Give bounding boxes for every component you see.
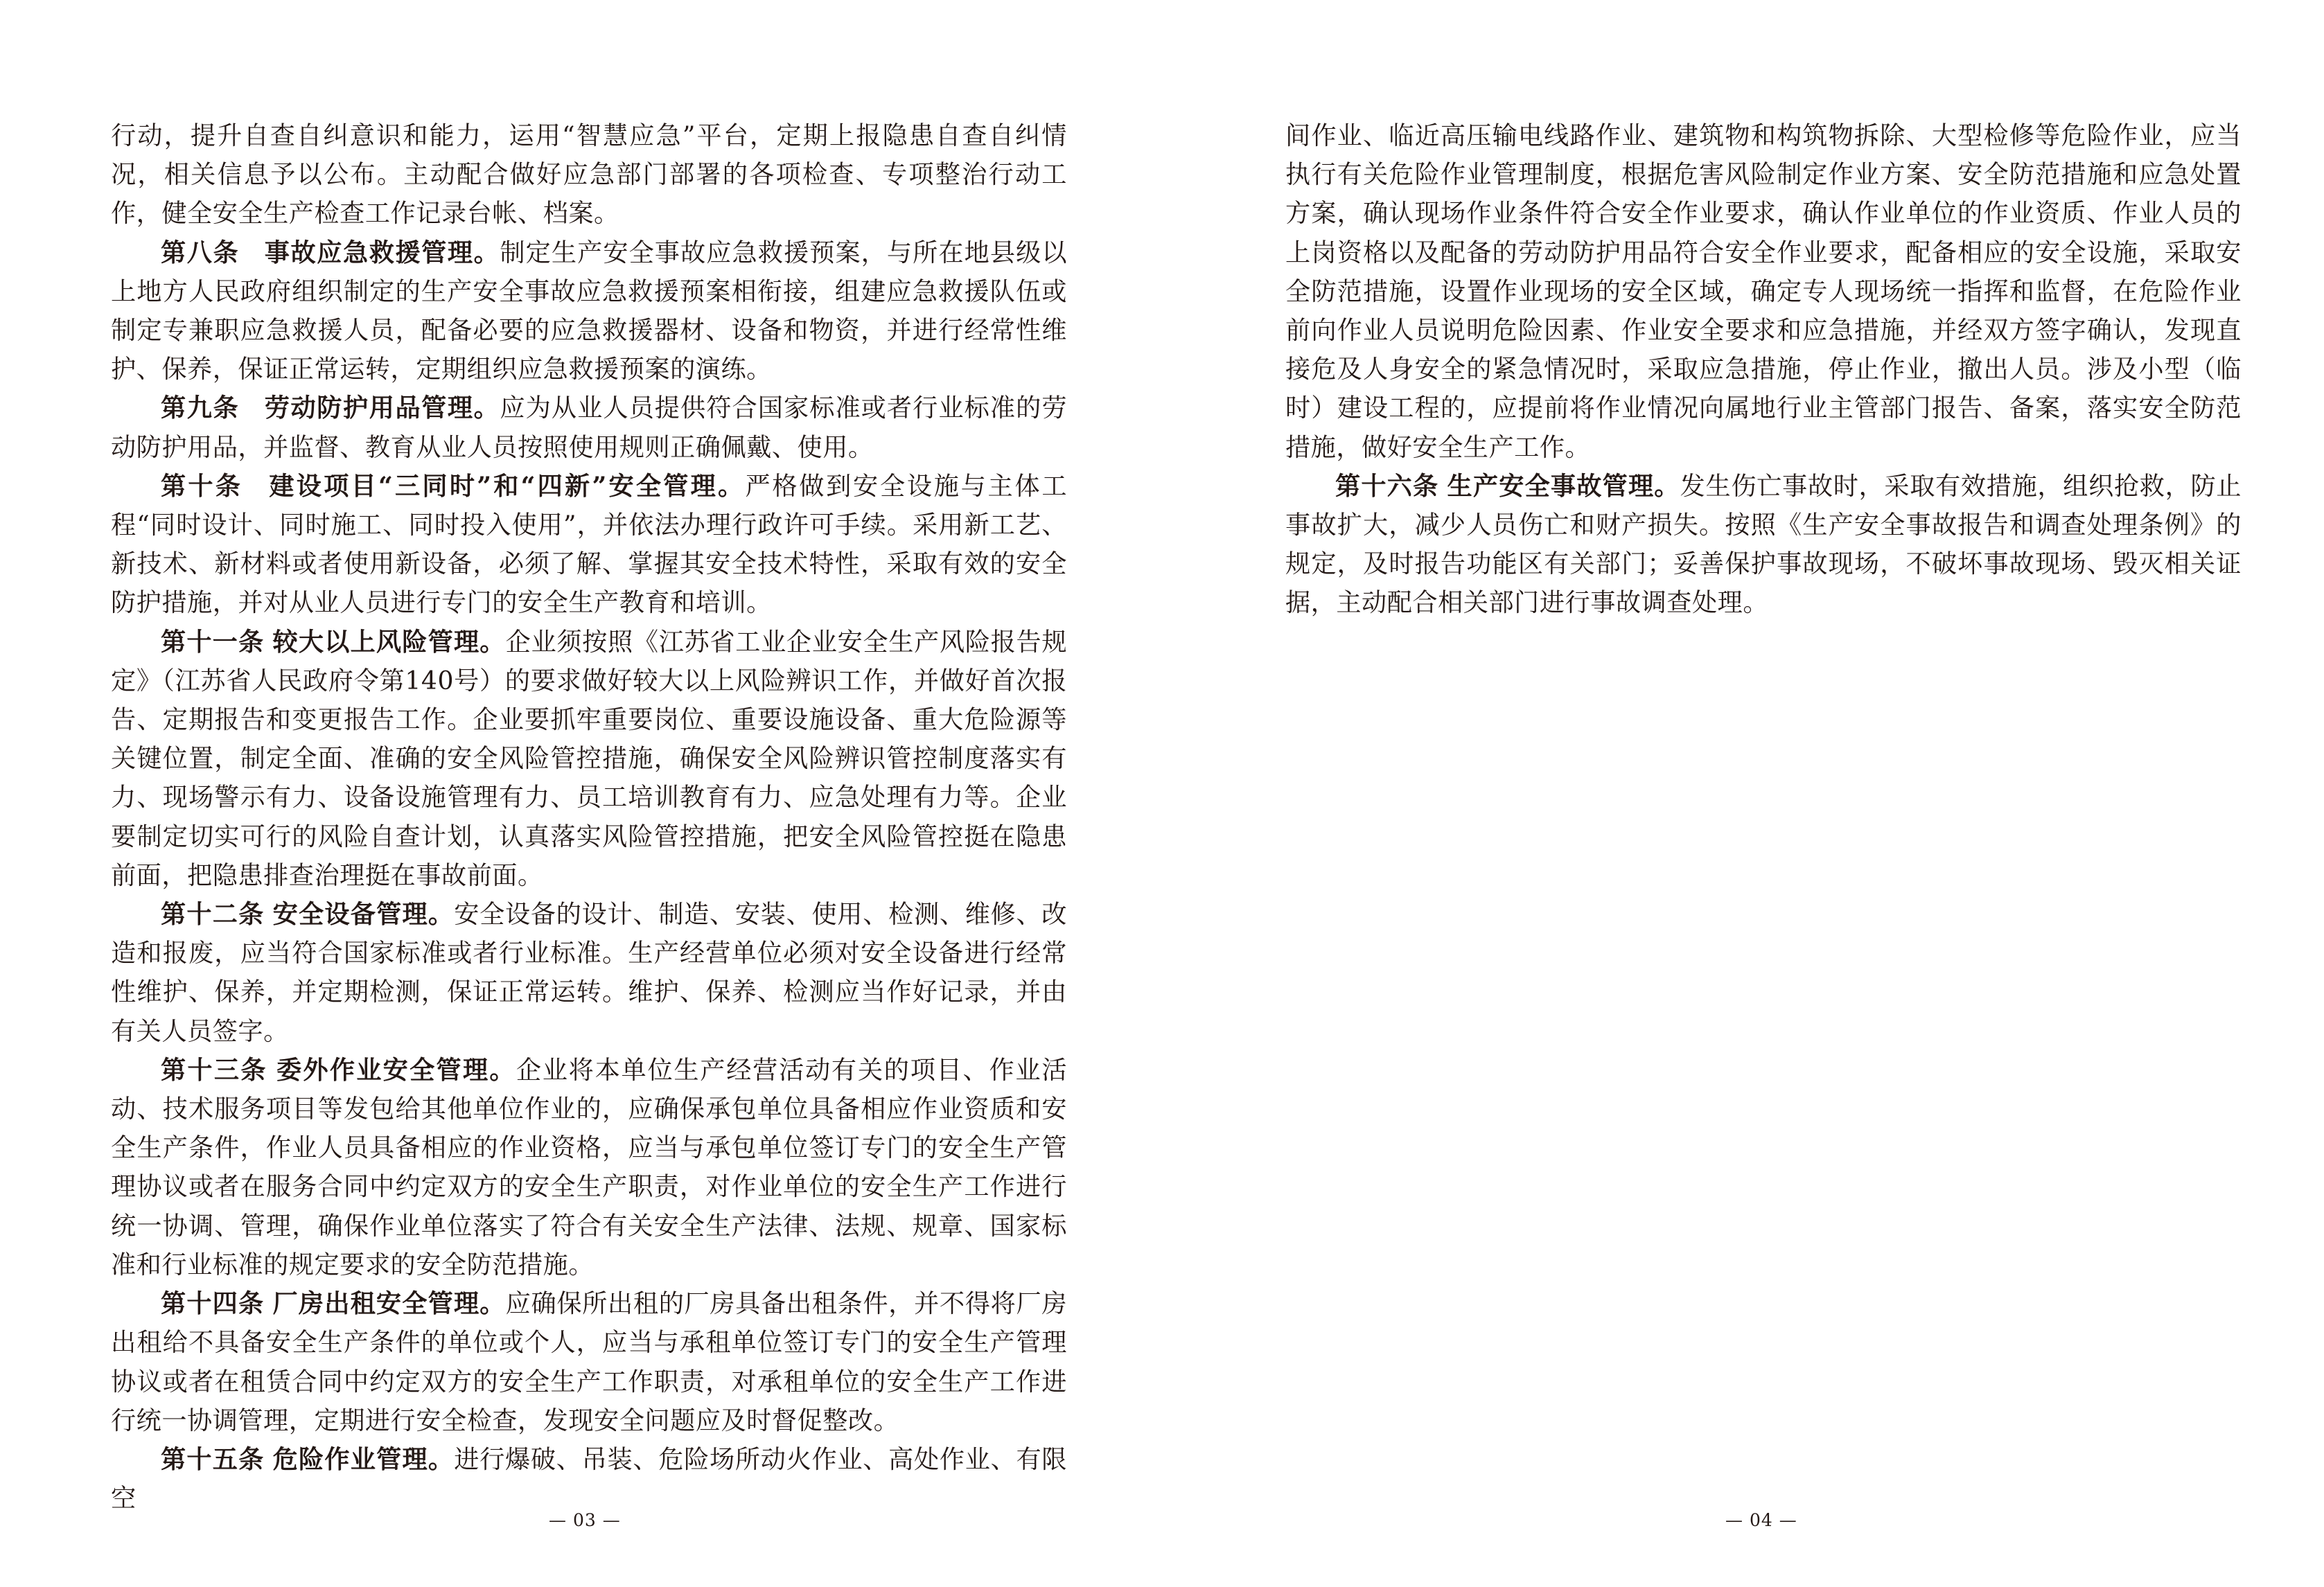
article-15 [111,1440,1067,1518]
article-16 [1285,467,2242,623]
article-body: 应确保所出租的厂房具备出租条件，并不得将厂房出租给不具备安全生产条件的单位或个人，应当与承租单位签订专门的安全生产管理协议或者在租赁合同中约定双方的安全生产工作职责，对承租单位的安全生产工作进行统一协调管理，定期进行安全检查，发现安全问题应及时督促整改。 [111,1288,1068,1435]
article-body: 严格做到安全设施与主体工程“同时设计、同时施工、同时投入使用”，并依法办理行政许可手续。采用新工艺、新技术、新材料或者使用新设备，必须了解、掌握其安全技术特性，采取有效的安全防护措施，并对从业人员进行专门的安全生产教育和培训。 [111,470,1068,618]
article-11 [111,623,1067,895]
article-10 [111,467,1067,623]
article-8 [111,233,1067,389]
article-number: 第十三条 [161,1054,267,1085]
article-12 [111,895,1067,1051]
article-number: 第十五条 [161,1444,265,1474]
page-number-left: — 03 — [549,1510,621,1530]
article-body: 企业将本单位生产经营活动有关的项目、作业活动、技术服务项目等发包给其他单位作业的，应确保承包单位具备相应作业资质和安全生产条件，作业人员具备相应的作业资格，应当与承包单位签订专门的安全生产管理协议或者在服务合同中约定双方的安全生产职责，对作业单位的安全生产工作进行统一协调、管理，确保作业单位落实了符合有关安全生产法律、法规、规章、国家标准和行业标准的规定要求的安全防范措施。 [111,1054,1068,1279]
article-number: 第十一条 [161,626,265,657]
article-body: 应为从业人员提供符合国家标准或者行业标准的劳动防护用品，并监督、教育从业人员按照使用规则正确佩戴、使用。 [111,393,1068,462]
article-9 [111,389,1067,466]
article-title: 建设项目“三同时”和“四新”安全管理。 [267,470,746,501]
article-13 [111,1051,1067,1284]
right-page [1285,116,2242,1502]
continuation-paragraph: 行动，提升自查自纠意识和能力，运用“智慧应急”平台，定期上报隐患自查自纠情况，相关信息予以公布。主动配合做好应急部门部署的各项检查、专项整治行动工作，健全安全生产检查工作记录台帐、档案。 [111,121,1067,229]
article-number: 第十六条 [1335,470,1439,501]
article-title: 较大以上风险管理。 [272,626,506,657]
continuation-paragraph: 间作业、临近高压输电线路作业、建筑物和构筑物拆除、大型检修等危险作业，应当执行有关危险作业管理制度，根据危害风险制定作业方案、安全防范措施和应急处置方案，确认现场作业条件符合安全作业要求，确认作业单位的作业资质、作业人员的上岗资格以及配备的劳动防护用品符合安全作业要求，配备相应的安全设施，采取安全防范措施，设置作业现场的安全区域，确定专人现场统一指挥和监督，在危险作业前向作业人员说明危险因素、作业安全要求和应急措施，并经双方签字确认，发现直接危及人身安全的紧急情况时，采取应急措施，停止作业，撤出人员。涉及小型（临时）建设工程的，应提前将作业情况向属地行业主管部门报告、备案，落实安全防范措施，做好安全生产工作。 [1285,121,2242,462]
article-title: 厂房出租安全管理。 [272,1288,506,1319]
left-page [111,116,1068,1514]
article-14 [111,1284,1067,1440]
article-title: 事故应急救援管理。 [264,237,500,267]
article-title: 生产安全事故管理。 [1447,470,1680,501]
article-title: 劳动防护用品管理。 [264,393,500,423]
article-title: 危险作业管理。 [272,1444,455,1474]
article-body: 发生伤亡事故时，采取有效措施，组织抢救，防止事故扩大，减少人员伤亡和财产损失。按照《生产安全事故报告和调查处理条例》的规定，及时报告功能区有关部门；妥善保护事故现场，不破坏事故现场、毁灭相关证据，主动配合相关部门进行事故调查处理。 [1285,470,2242,618]
article-number: 第十条 [161,470,243,501]
article-body: 安全设备的设计、制造、安装、使用、检测、维修、改造和报废，应当符合国家标准或者行业标准。生产经营单位必须对安全设备进行经常性维护、保养，并定期检测，保证正常运转。维护、保养、检测应当作好记录，并由有关人员签字。 [111,899,1067,1046]
article-number: 第九条 [161,393,240,423]
article-body: 企业须按照《江苏省工业企业安全生产风险报告规定》（江苏省人民政府令第140号）的要求做好较大以上风险辨识工作，并做好首次报告、定期报告和变更报告工作。企业要抓牢重要岗位、重要设施设备、重大危险源等关键位置，制定全面、准确的安全风险管控措施，确保安全风险辨识管控制度落实有力、现场警示有力、设备设施管理有力、员工培训教育有力、应急处理有力等。企业要制定切实可行的风险自查计划，认真落实风险管控措施，把安全风险管控挺在隐患前面，把隐患排查治理挺在事故前面。 [111,626,1068,890]
article-number: 第十二条 [161,899,265,930]
article-number: 第十四条 [161,1288,265,1319]
page-number-right: — 04 — [1725,1510,1797,1530]
article-title: 委外作业安全管理。 [276,1054,516,1085]
article-body: 进行爆破、吊装、危险场所动火作业、高处作业、有限空 [111,1444,1067,1514]
article-title: 安全设备管理。 [272,899,455,930]
article-number: 第八条 [161,237,240,267]
article-body: 制定生产安全事故应急救援预案，与所在地县级以上地方人民政府组织制定的生产安全事故应急救援预案相衔接，组建应急救援队伍或制定专兼职应急救援人员，配备必要的应急救援器材、设备和物资，并进行经常性维护、保养，保证正常运转，定期组织应急救援预案的演练。 [111,237,1068,384]
